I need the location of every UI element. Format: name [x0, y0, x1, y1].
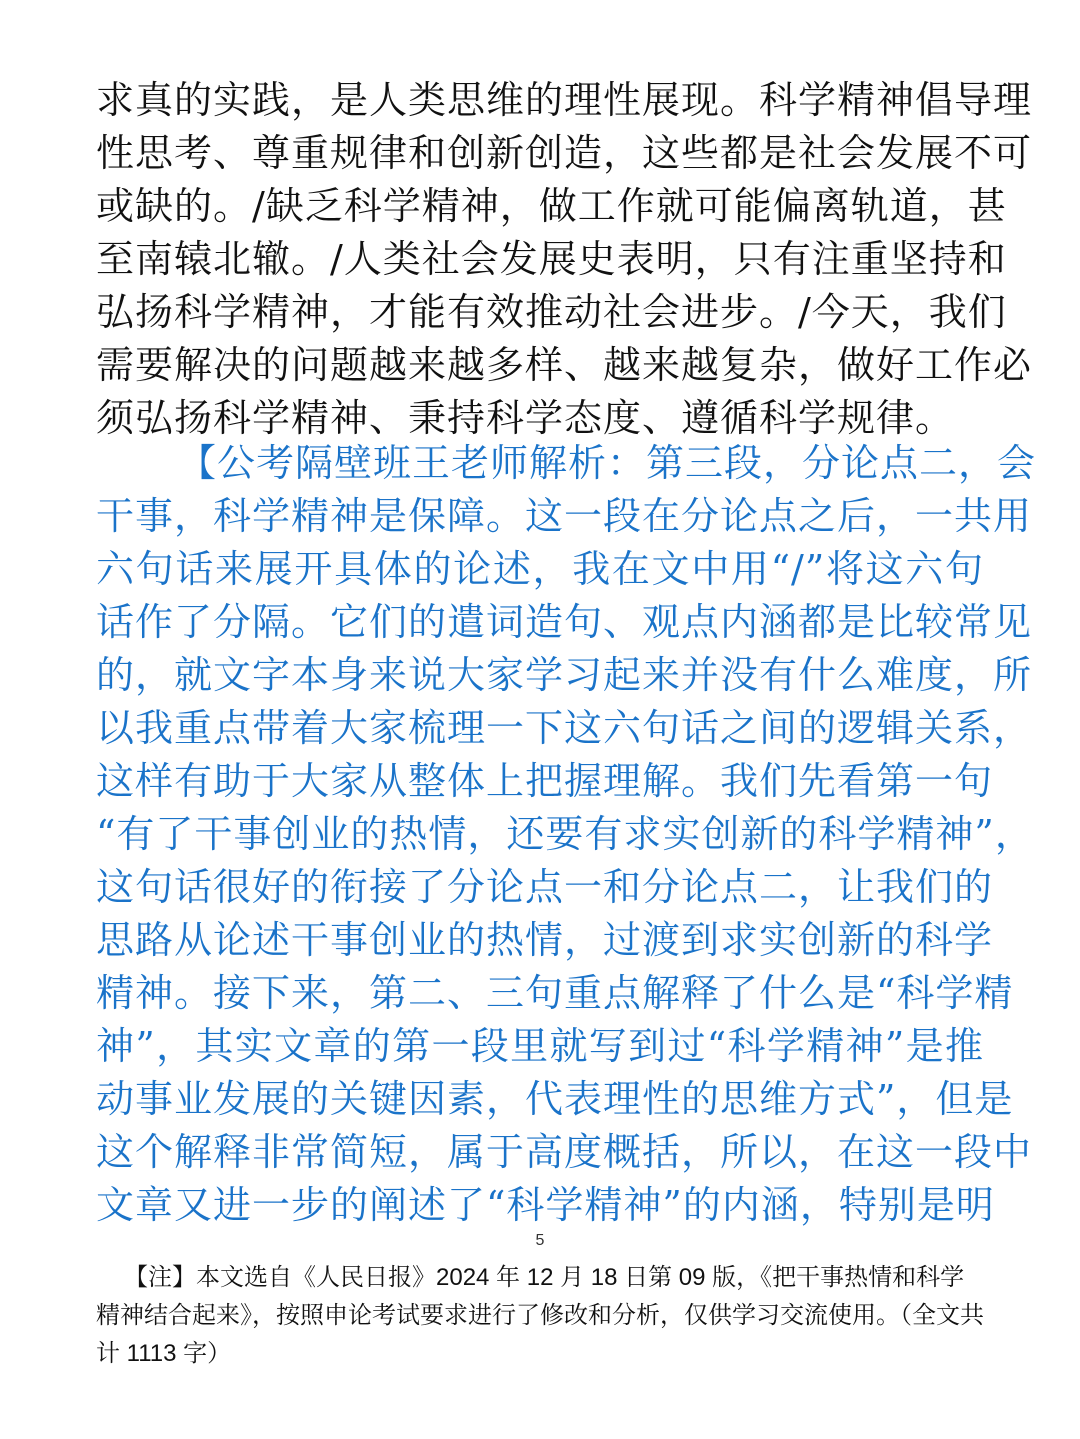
- analysis-line: 思路从论述干事创业的热情，过渡到求实创新的科学: [96, 918, 994, 962]
- analysis-line: 【公考隔壁班王老师解析：第三段，分论点二，会: [178, 441, 1037, 485]
- body-line: 需要解决的问题越来越多样、越来越复杂，做好工作必: [96, 343, 1033, 387]
- analysis-line: “有了干事创业的热情，还要有求实创新的科学精神”，: [96, 812, 1034, 856]
- analysis-line: 精神。接下来，第二、三句重点解释了什么是“科学精: [96, 971, 1014, 1015]
- analysis-line: 的，就文字本身来说大家学习起来并没有什么难度，所: [96, 653, 1033, 697]
- page-number: 5: [535, 1232, 545, 1249]
- body-line: 须弘扬科学精神、秉持科学态度、遵循科学规律。: [96, 396, 955, 440]
- analysis-line: 这句话很好的衔接了分论点一和分论点二，让我们的: [96, 865, 994, 909]
- analysis-line: 六句话来展开具体的论述，我在文中用“/”将这六句: [96, 547, 984, 591]
- analysis-line: 动事业发展的关键因素，代表理性的思维方式”，但是: [96, 1077, 1014, 1121]
- footer-note-line: 【注】本文选自《人民日报》2024 年 12 月 18 日第 09 版，《把干事热情和科学: [124, 1264, 965, 1291]
- analysis-line: 神”，其实文章的第一段里就写到过“科学精神”是推: [96, 1024, 984, 1068]
- footer-note-line: 精神结合起来》，按照申论考试要求进行了修改和分析，仅供学习交流使用。（全文共: [96, 1302, 984, 1329]
- body-line: 至南辕北辙。/人类社会发展史表明，只有注重坚持和: [96, 237, 1007, 281]
- analysis-line: 干事，科学精神是保障。这一段在分论点之后，一共用: [96, 494, 1033, 538]
- body-line: 或缺的。/缺乏科学精神，做工作就可能偏离轨道，甚: [96, 184, 1007, 228]
- analysis-line: 这样有助于大家从整体上把握理解。我们先看第一句: [96, 759, 994, 803]
- body-line: 求真的实践，是人类思维的理性展现。科学精神倡导理: [96, 78, 1033, 122]
- analysis-line: 以我重点带着大家梳理一下这六句话之间的逻辑关系，: [96, 706, 1033, 750]
- analysis-line: 话作了分隔。它们的遣词造句、观点内涵都是比较常见: [96, 600, 1033, 644]
- body-line: 弘扬科学精神，才能有效推动社会进步。/今天，我们: [96, 290, 1007, 334]
- analysis-line: 这个解释非常简短，属于高度概括，所以，在这一段中: [96, 1130, 1033, 1174]
- footer-note-line: 计 1113 字）: [96, 1340, 232, 1367]
- analysis-line: 文章又进一步的阐述了“科学精神”的内涵，特别是明: [96, 1183, 995, 1227]
- body-line: 性思考、尊重规律和创新创造，这些都是社会发展不可: [96, 131, 1033, 175]
